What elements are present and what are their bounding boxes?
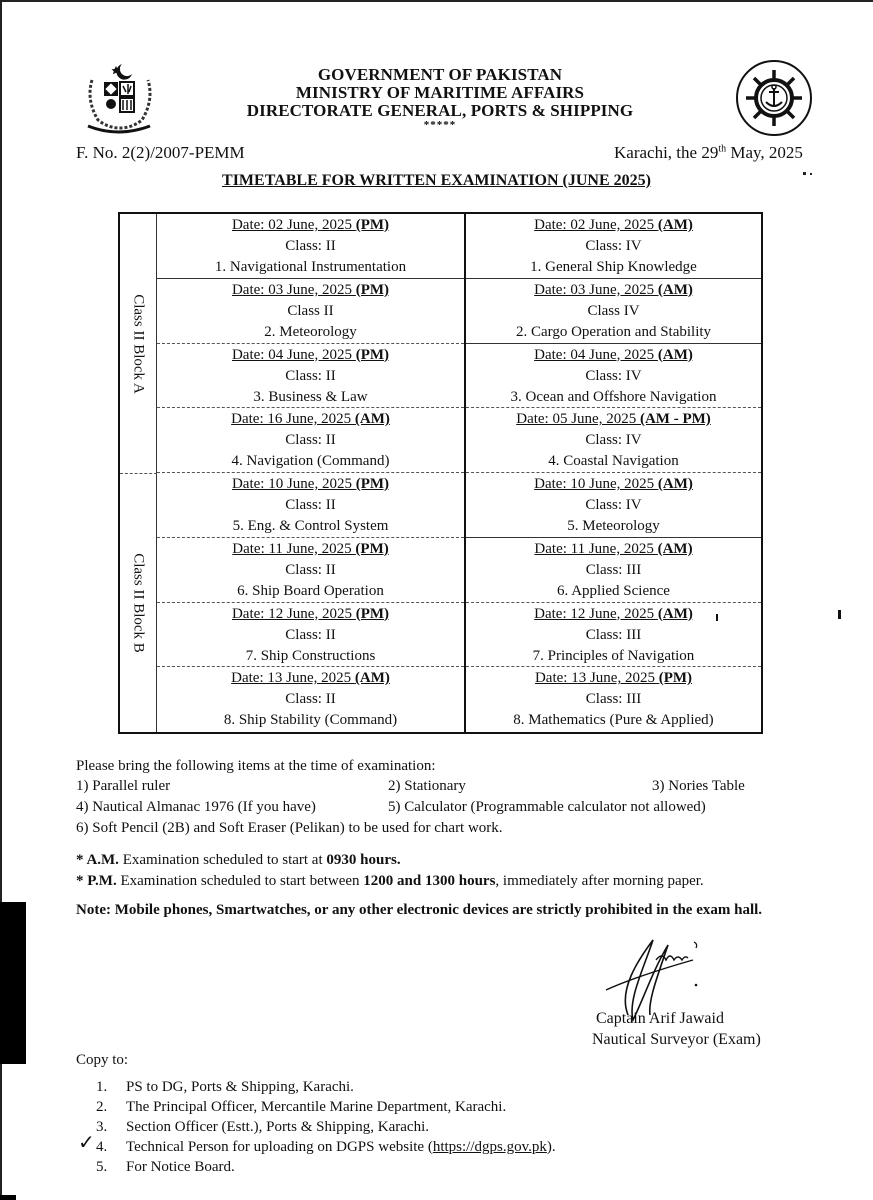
- dgps-website-link[interactable]: https://dgps.gov.pk: [432, 1139, 547, 1155]
- note-pm-timing: [76, 871, 704, 891]
- copy-to-text: The Principal Officer, Mercantile Marine Department, Karachi.: [126, 1099, 507, 1115]
- signatory-block: [592, 1008, 772, 1050]
- timetable-cell: [157, 603, 464, 668]
- exam-date-text: Date: 10 June, 2025: [231, 476, 356, 492]
- exam-session: (PM): [355, 346, 390, 363]
- exam-session: (AM): [657, 476, 693, 492]
- org-line-ministry: MINISTRY OF MARITIME AFFAIRS: [295, 83, 585, 102]
- exam-session: (AM): [657, 281, 693, 298]
- timetable-cell: [466, 344, 761, 409]
- note-pm-and: and: [393, 873, 425, 889]
- exam-class: Class: II: [285, 626, 336, 643]
- exam-class: Class: IV: [585, 497, 642, 513]
- item-entry: 2) Stationary: [388, 778, 466, 794]
- items-intro: Please bring the following items at the time of examination:: [76, 758, 436, 774]
- timetable-cell: [157, 538, 464, 603]
- org-line-directorate: DIRECTORATE GENERAL, PORTS & SHIPPING: [246, 101, 634, 120]
- timetable-cell: [466, 538, 761, 603]
- exam-date: [466, 280, 761, 301]
- item-entry: 4) Nautical Almanac 1976 (If you have): [76, 799, 316, 815]
- copy-to-item: [96, 1077, 716, 1097]
- timetable-column-left: [157, 214, 464, 732]
- document-title: TIMETABLE FOR WRITTEN EXAMINATION (JUNE 2025): [222, 172, 651, 189]
- exam-session: (AM): [354, 670, 390, 687]
- exam-subject: 6. Applied Science: [557, 582, 670, 599]
- issue-date-ordinal: th: [718, 143, 727, 155]
- exam-class: Class: IV: [585, 432, 642, 449]
- exam-class: Class: II: [285, 561, 336, 578]
- exam-date: [157, 539, 464, 560]
- timetable-cell: [466, 473, 761, 538]
- copy-to-text: Technical Person for uploading on DGPS website (: [126, 1139, 433, 1155]
- timetable-cell: [157, 473, 464, 538]
- scan-black-bar: [0, 902, 26, 1064]
- timetable-cell: [466, 279, 761, 344]
- exam-date-text: Date: 13 June, 2025: [231, 670, 355, 687]
- item-entry: 6) Soft Pencil (2B) and Soft Eraser (Pelikan) to be used for chart work.: [76, 820, 503, 836]
- item-entry: 1) Parallel ruler: [76, 778, 171, 794]
- exam-date-text: Date: 02 June, 2025: [534, 217, 658, 233]
- exam-date: [466, 215, 761, 236]
- exam-class: Class: III: [585, 561, 642, 578]
- copy-to-heading: Copy to:: [76, 1052, 129, 1068]
- exam-subject: 2. Cargo Operation and Stability: [515, 323, 712, 340]
- exam-subject: 4. Coastal Navigation: [548, 453, 679, 470]
- exam-subject: 8. Mathematics (Pure & Applied): [513, 712, 714, 729]
- exam-session: (PM): [355, 605, 390, 622]
- exam-class: Class: IV: [585, 238, 642, 254]
- device-ban-note: Note: Mobile phones, Smartwatches, or any other electronic devices are strictly prohibited in the exam hall.: [76, 902, 763, 918]
- exam-subject: 2. Meteorology: [264, 323, 357, 340]
- copy-to-text: Section Officer (Estt.), Ports & Shipping, Karachi.: [126, 1119, 430, 1135]
- item-entry: 5) Calculator (Programmable calculator not allowed): [388, 799, 706, 815]
- timetable-column-right: [466, 214, 761, 732]
- exam-class: Class: II: [285, 691, 336, 708]
- checkmark-icon: ✓: [78, 1132, 95, 1154]
- copy-to-number: 1.: [96, 1079, 108, 1095]
- timetable-cell: [466, 408, 761, 473]
- exam-date: [157, 474, 464, 495]
- note-am-text: Examination scheduled to start at: [118, 852, 327, 868]
- timetable-cell: [157, 667, 464, 732]
- exam-date-text: Date: 12 June, 2025: [534, 605, 658, 622]
- exam-date-text: Date: 12 June, 2025: [231, 605, 356, 622]
- copy-to-text: PS to DG, Ports & Shipping, Karachi.: [126, 1079, 354, 1095]
- file-number: F. No. 2(2)/2007-PEMM: [76, 143, 245, 162]
- timetable-cell: [157, 408, 464, 473]
- timetable-cell: [466, 214, 761, 279]
- exam-class: Class: II: [285, 432, 336, 449]
- exam-date-text: Date: 16 June, 2025: [231, 411, 355, 428]
- exam-date-text: Date: 02 June, 2025: [231, 217, 356, 233]
- copy-to-list: [78, 1077, 716, 1177]
- copy-to-number: 2.: [96, 1099, 108, 1115]
- timetable-cell: [466, 603, 761, 668]
- exam-subject: 5. Eng. & Control System: [232, 518, 389, 534]
- note-pm-text: Examination scheduled to start between: [116, 873, 364, 889]
- note-pm-time-start: 1200: [363, 873, 394, 889]
- exam-date-text: Date: 10 June, 2025: [534, 476, 658, 492]
- organization-header: [180, 66, 700, 130]
- exam-date-text: Date: 11 June, 2025: [232, 540, 356, 557]
- item-entry: 3) Nories Table: [652, 778, 745, 794]
- copy-to-item: [96, 1157, 716, 1177]
- note-bullet: *: [76, 873, 88, 889]
- exam-class: Class: II: [285, 497, 336, 513]
- timetable-cell: [466, 667, 761, 732]
- exam-subject: 1. General Ship Knowledge: [530, 259, 697, 275]
- exam-session: (PM): [355, 476, 390, 492]
- block-label: Class II Block B: [130, 553, 147, 653]
- exam-date: [466, 668, 761, 689]
- signatory-designation: Nautical Surveyor (Exam): [592, 1031, 761, 1048]
- header-stars: *****: [423, 119, 457, 131]
- exam-date: [466, 539, 761, 560]
- ports-shipping-seal-icon: [734, 58, 814, 138]
- exam-subject: 4. Navigation (Command): [231, 453, 390, 470]
- exam-session: (AM): [354, 411, 390, 428]
- exam-date: [466, 604, 761, 625]
- block-label-cell: [120, 474, 157, 732]
- timetable-cell: [157, 344, 464, 409]
- timetable-cell: [157, 214, 464, 279]
- exam-date-text: Date: 05 June, 2025: [516, 411, 640, 428]
- note-am-time: 0930 hours.: [326, 852, 401, 868]
- signatory-name: Captain Arif Jawaid: [596, 1010, 724, 1027]
- copy-to-number: 5.: [96, 1159, 108, 1175]
- copy-to-item: [96, 1097, 716, 1117]
- copy-to-number: 3.: [96, 1119, 108, 1135]
- scan-bottom-mark: [0, 1195, 16, 1200]
- copy-to-number: 4.: [96, 1139, 108, 1155]
- copy-to-item: [78, 1132, 716, 1157]
- exam-date-text: Date: 04 June, 2025: [534, 346, 658, 363]
- exam-subject: 5. Meteorology: [567, 518, 660, 534]
- note-am-label: A.M.: [86, 852, 119, 868]
- issue-date-month-year: May, 2025: [726, 143, 803, 162]
- state-emblem-icon: [78, 60, 160, 142]
- note-pm-label: P.M.: [87, 873, 117, 889]
- exam-date: [466, 409, 761, 430]
- copy-to-text-tail: ).: [546, 1139, 556, 1155]
- exam-class: Class: II: [285, 238, 336, 254]
- exam-date-text: Date: 03 June, 2025: [534, 281, 658, 298]
- exam-date: [157, 604, 464, 625]
- exam-subject: 7. Ship Constructions: [245, 647, 376, 664]
- note-pm-tail: , immediately after morning paper.: [495, 873, 704, 889]
- exam-class: Class II: [287, 302, 334, 319]
- exam-date: [466, 474, 761, 495]
- exam-date: [157, 409, 464, 430]
- exam-subject: 3. Business & Law: [253, 388, 368, 405]
- exam-date: [157, 345, 464, 366]
- exam-timetable: [118, 212, 763, 734]
- exam-date: [466, 345, 761, 366]
- exam-class: Class: III: [585, 691, 642, 708]
- copy-to-item: [96, 1117, 716, 1137]
- exam-class: Class: IV: [585, 367, 642, 384]
- exam-date-text: Date: 11 June, 2025: [534, 540, 658, 557]
- exam-session: (AM - PM): [639, 411, 711, 428]
- exam-subject: 1. Navigational Instrumentation: [214, 259, 407, 275]
- exam-subject: 6. Ship Board Operation: [237, 582, 384, 599]
- exam-subject: 8. Ship Stability (Command): [223, 712, 398, 729]
- issue-date-day: Karachi, the 29: [614, 143, 719, 162]
- exam-class: Class IV: [587, 302, 640, 319]
- exam-session: (AM): [657, 540, 693, 557]
- note-bullet: *: [76, 852, 87, 868]
- exam-session: (AM): [657, 605, 693, 622]
- exam-subject: 3. Ocean and Offshore Navigation: [510, 388, 717, 405]
- exam-date-text: Date: 04 June, 2025: [231, 346, 356, 363]
- exam-session: (PM): [355, 217, 390, 233]
- exam-session: (PM): [658, 670, 693, 687]
- exam-class: Class: II: [285, 367, 336, 384]
- exam-date: [157, 215, 464, 236]
- org-line-government: GOVERNMENT OF PAKISTAN: [317, 65, 563, 84]
- copy-to-text: For Notice Board.: [126, 1159, 235, 1175]
- block-label-cell: [120, 214, 157, 474]
- timetable-cell: [157, 279, 464, 344]
- exam-class: Class: III: [585, 626, 642, 643]
- exam-session: (PM): [355, 281, 390, 298]
- exam-session: (PM): [355, 540, 389, 557]
- note-pm-time-end: 1300 hours: [424, 873, 496, 889]
- exam-session: (AM): [657, 346, 693, 363]
- exam-date: [157, 668, 464, 689]
- block-label: Class II Block A: [130, 293, 147, 394]
- scan-edge-top: [0, 0, 873, 2]
- exam-subject: 7. Principles of Navigation: [532, 647, 695, 664]
- exam-date-text: Date: 03 June, 2025: [231, 281, 356, 298]
- exam-session: (AM): [657, 217, 693, 233]
- note-am-timing: [76, 850, 401, 870]
- exam-date: [157, 280, 464, 301]
- exam-date-text: Date: 13 June, 2025: [534, 670, 659, 687]
- scan-margin-mark: [838, 610, 841, 619]
- issue-date: [614, 143, 803, 163]
